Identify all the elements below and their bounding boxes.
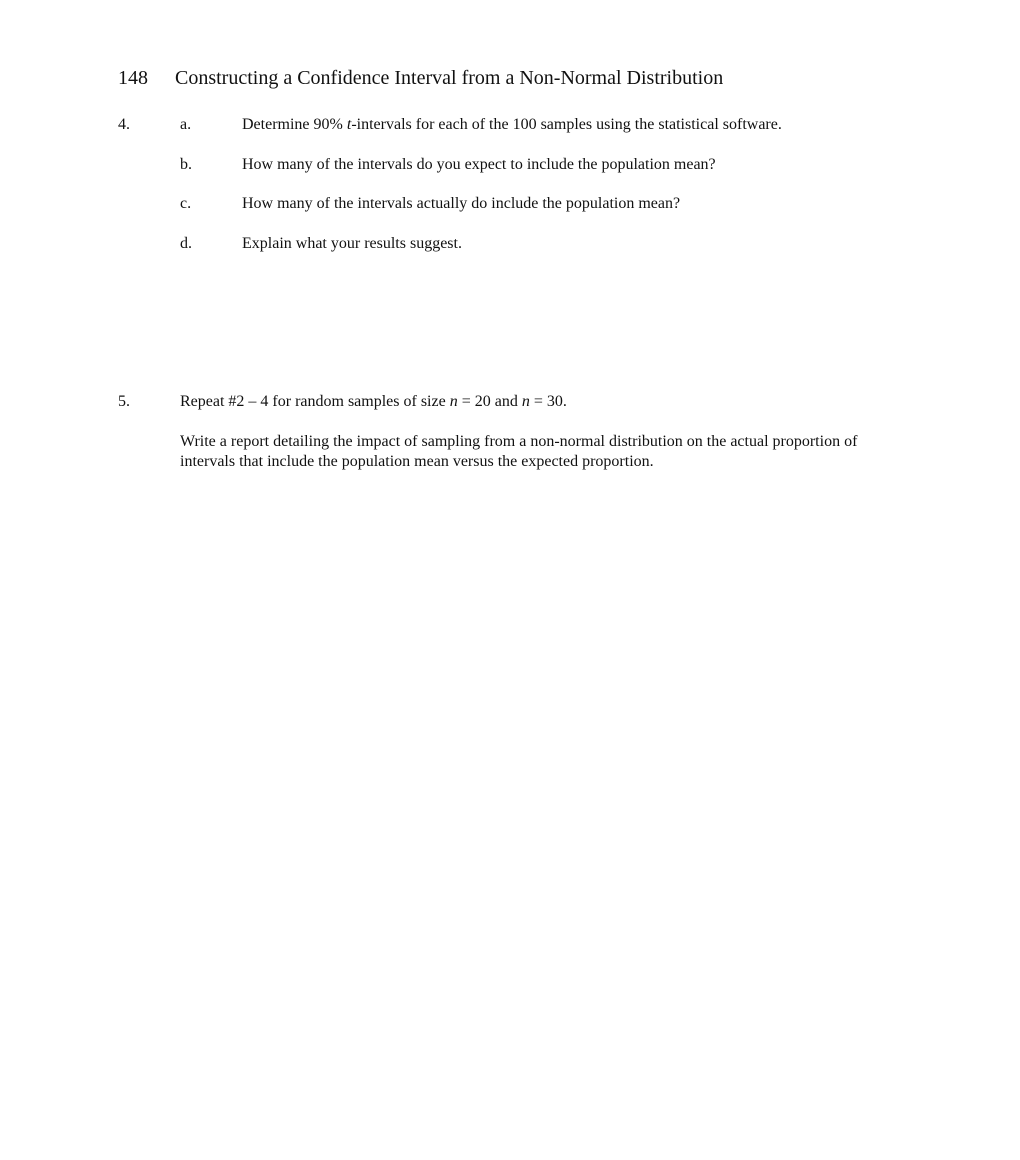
question-number: 5. xyxy=(118,393,130,410)
item-letter: b. xyxy=(180,156,192,173)
page-title: Constructing a Confidence Interval from a Non-Normal Distribution xyxy=(175,67,724,89)
repeat-instruction: Repeat #2 – 4 for random samples of size n = 20 and n = 30. xyxy=(180,393,567,410)
report-instruction: Write a report detailing the impact of sampling from a non-normal distribution on the actual proportion of intervals that include the population mean versus the expected proportion. xyxy=(180,433,858,470)
item-letter: a. xyxy=(180,116,192,133)
item-letter: d. xyxy=(180,235,192,252)
page-number: 148 xyxy=(118,67,148,89)
item-text: How many of the intervals do you expect to include the population mean? xyxy=(242,156,716,173)
item-letter: c. xyxy=(180,195,192,212)
item-text: Explain what your results suggest. xyxy=(242,235,462,252)
item-text: Determine 90% t-intervals for each of the 100 samples using the statistical software. xyxy=(242,116,782,133)
item-text: How many of the intervals actually do include the population mean? xyxy=(242,195,681,212)
question-number: 4. xyxy=(118,116,130,133)
